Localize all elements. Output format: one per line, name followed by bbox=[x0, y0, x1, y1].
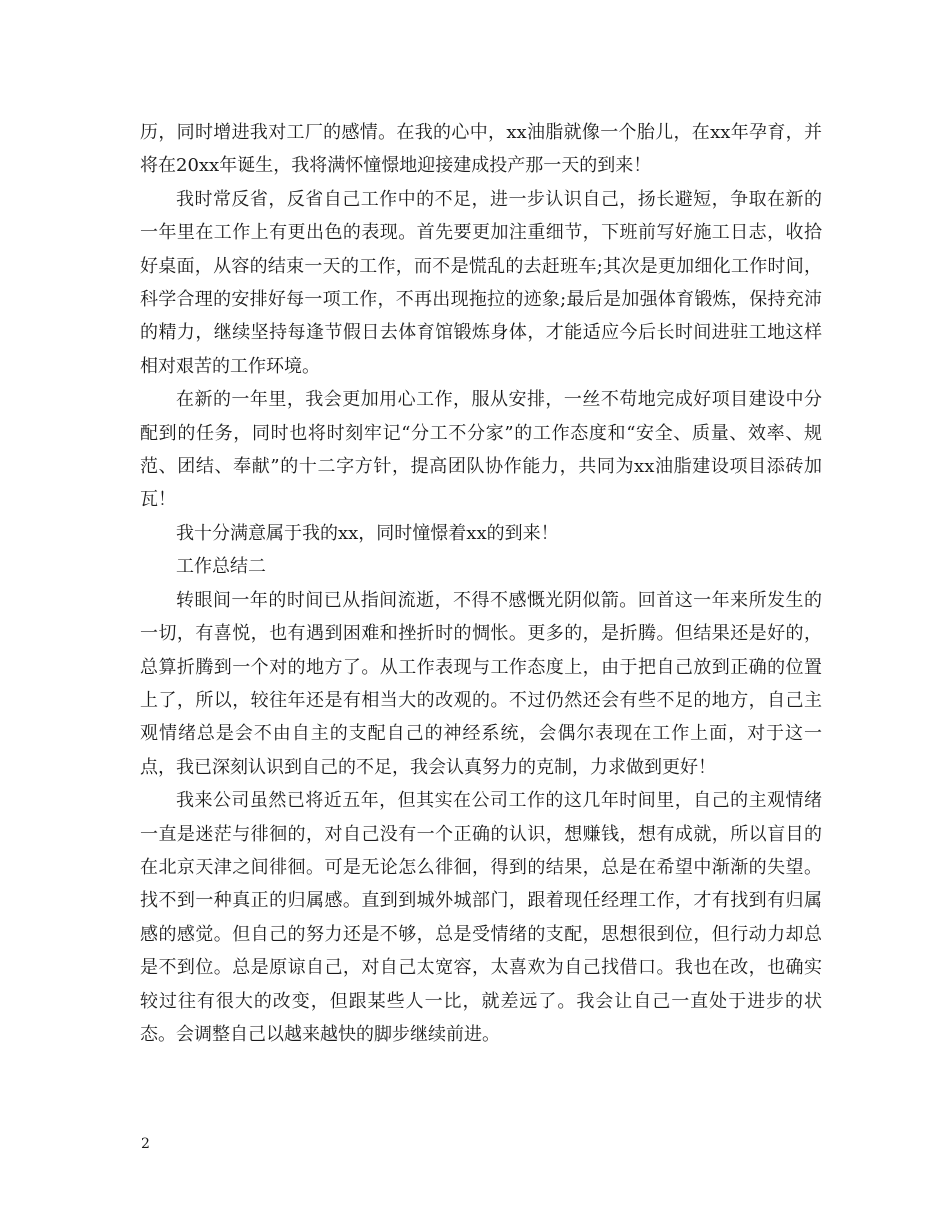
paragraph-career-reflection: 我来公司虽然已将近五年，但其实在公司工作的这几年时间里，自己的主观情绪一直是迷茫与徘徊的，对自己没有一个正确的认识，想赚钱，想有成就，所以盲目的在北京天津之间徘徊。可是无论怎么徘徊，得到的结果，总是在希望中渐渐的失望。找不到一种真正的归属感。直到到城外城部门，跟着现任经理工作，才有找到有归属感的感觉。但自己的努力还是不够，总是受情绪的支配，思想很到位，但行动力却总是不到位。总是原谅自己，对自己太宽容，太喜欢为自己找借口。我也在改，也确实较过往有很大的改变，但跟某些人一比，就差远了。我会让自己一直处于进步的状态。会调整自己以越来越快的脚步继续前进。 bbox=[140, 790, 822, 1045]
paragraph-continuation: 历，同时增进我对工厂的感情。在我的心中，xx油脂就像一个胎儿，在xx年孕育，并将在20xx年诞生，我将满怀憧憬地迎接建成投产那一天的到来！ bbox=[140, 122, 822, 177]
document-body bbox=[140, 116, 822, 1051]
paragraph-self-reflection: 我时常反省，反省自己工作中的不足，进一步认识自己，扬长避短，争取在新的一年里在工作上有更出色的表现。首先要更加注重细节，下班前写好施工日志，收拾好桌面，从容的结束一天的工作，而不是慌乱的去赶班车;其次是更加细化工作时间，科学合理的安排好每一项工作，不再出现拖拉的迹象;最后是加强体育锻炼，保持充沛的精力，继续坚持每逢节假日去体育馆锻炼身体，才能适应今后长时间进驻工地这样相对艰苦的工作环境。 bbox=[140, 188, 822, 377]
paragraph-new-year-plan: 在新的一年里，我会更加用心工作，服从安排，一丝不苟地完成好项目建设中分配到的任务，同时也将时刻牢记“分工不分家”的工作态度和“安全、质量、效率、规范、团结、奉献”的十二字方针，提高团队协作能力，共同为xx油脂建设项目添砖加瓦！ bbox=[140, 389, 822, 511]
section-heading: 工作总结二 bbox=[176, 556, 266, 578]
page-number: 2 bbox=[141, 1136, 150, 1152]
paragraph-year-review: 转眼间一年的时间已从指间流逝，不得不感慨光阴似箭。回首这一年来所发生的一切，有喜悦，也有遇到困难和挫折时的惆怅。更多的，是折腾。但结果还是好的，总算折腾到一个对的地方了。从工作表现与工作态度上，由于把自己放到正确的位置上了，所以，较往年还是有相当大的改观的。不过仍然还会有些不足的地方，自己主观情绪总是会不由自主的支配自己的神经系统，会偶尔表现在工作上面，对于这一点，我已深刻认识到自己的不足，我会认真努力的克制，力求做到更好！ bbox=[140, 589, 822, 778]
paragraph-satisfaction: 我十分满意属于我的xx，同时憧憬着xx的到来！ bbox=[176, 522, 559, 544]
